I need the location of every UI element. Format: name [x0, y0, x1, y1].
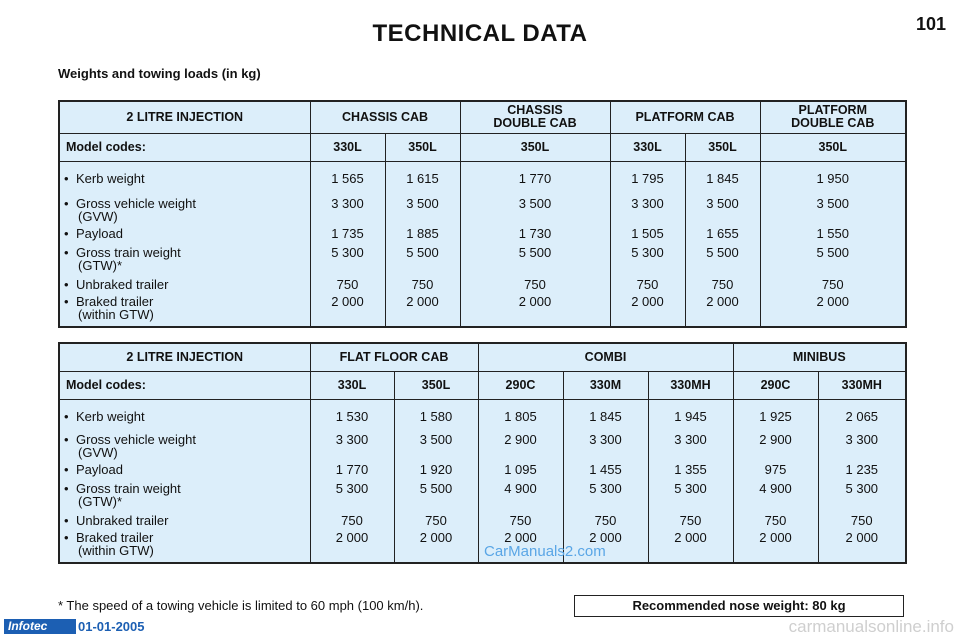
- model-code: 350L: [685, 133, 760, 161]
- model-code: 350L: [760, 133, 906, 161]
- value-cell: 1 950: [760, 161, 906, 197]
- table-row: [59, 295, 906, 327]
- value-cell: 5 500: [685, 246, 760, 278]
- value-cell: 5 300: [563, 482, 648, 514]
- table-row: [59, 399, 906, 433]
- value-cell: 2 065: [818, 399, 906, 433]
- value-cell: 750: [460, 278, 610, 295]
- row-label: • Braked trailer (within GTW): [64, 530, 154, 558]
- value-cell: 1 095: [478, 463, 563, 482]
- row-label: • Payload: [64, 462, 123, 477]
- value-cell: 1 355: [648, 463, 733, 482]
- value-cell: 2 000: [610, 295, 685, 327]
- model-code: 350L: [385, 133, 460, 161]
- value-cell: 2 000: [460, 295, 610, 327]
- value-cell: 2 000: [685, 295, 760, 327]
- value-cell: 3 300: [310, 433, 394, 463]
- model-code: 290C: [733, 371, 818, 399]
- value-cell: 1 795: [610, 161, 685, 197]
- value-cell: 3 500: [685, 197, 760, 227]
- nose-weight-box: Recommended nose weight: 80 kg: [574, 595, 904, 617]
- value-cell: 5 300: [648, 482, 733, 514]
- value-cell: 3 300: [818, 433, 906, 463]
- value-cell: 3 300: [610, 197, 685, 227]
- table-row: [59, 246, 906, 278]
- value-cell: 2 000: [310, 295, 385, 327]
- row-label: • Kerb weight: [64, 170, 145, 186]
- value-cell: 5 500: [385, 246, 460, 278]
- table-row: [59, 482, 906, 514]
- value-cell: 2 000: [733, 531, 818, 563]
- value-cell: 5 300: [310, 482, 394, 514]
- value-cell: 1 770: [460, 161, 610, 197]
- value-cell: 750: [563, 514, 648, 531]
- value-cell: 5 300: [310, 246, 385, 278]
- model-codes-label: Model codes:: [59, 371, 310, 399]
- value-cell: 3 500: [385, 197, 460, 227]
- value-cell: 750: [685, 278, 760, 295]
- value-cell: 1 565: [310, 161, 385, 197]
- value-cell: 750: [760, 278, 906, 295]
- row-label: • Gross train weight (GTW)*: [64, 245, 181, 273]
- value-cell: 975: [733, 463, 818, 482]
- value-cell: 2 000: [818, 531, 906, 563]
- header-combi: COMBI: [478, 343, 733, 371]
- model-code: 350L: [394, 371, 478, 399]
- weights-table-2: [58, 342, 907, 564]
- value-cell: 4 900: [733, 482, 818, 514]
- header-engine: 2 LITRE INJECTION: [59, 101, 310, 133]
- value-cell: 3 500: [760, 197, 906, 227]
- table-row: [59, 531, 906, 563]
- table-row: [59, 227, 906, 246]
- watermark-text: CarManuals2.com: [484, 543, 606, 560]
- value-cell: 1 730: [460, 227, 610, 246]
- value-cell: 750: [394, 514, 478, 531]
- value-cell: 750: [310, 278, 385, 295]
- value-cell: 3 300: [310, 197, 385, 227]
- value-cell: 3 300: [648, 433, 733, 463]
- weights-table-1: [58, 100, 907, 328]
- row-label: • Payload: [64, 226, 123, 241]
- value-cell: 1 530: [310, 399, 394, 433]
- footnote: * The speed of a towing vehicle is limited to 60 mph (100 km/h).: [58, 598, 424, 613]
- value-cell: 1 455: [563, 463, 648, 482]
- row-label: • Kerb weight: [64, 408, 145, 424]
- value-cell: 2 000: [648, 531, 733, 563]
- value-cell: 3 500: [460, 197, 610, 227]
- value-cell: 4 900: [478, 482, 563, 514]
- model-code: 290C: [478, 371, 563, 399]
- table-row: [59, 278, 906, 295]
- value-cell: 1 770: [310, 463, 394, 482]
- value-cell: 750: [385, 278, 460, 295]
- value-cell: 750: [648, 514, 733, 531]
- value-cell: 5 300: [610, 246, 685, 278]
- value-cell: 5 500: [760, 246, 906, 278]
- value-cell: 1 925: [733, 399, 818, 433]
- row-label: • Gross vehicle weight (GVW): [64, 432, 196, 460]
- header-chassis-cab: CHASSIS CAB: [310, 101, 460, 133]
- value-cell: 750: [818, 514, 906, 531]
- value-cell: 750: [310, 514, 394, 531]
- header-platform-cab: PLATFORM CAB: [610, 101, 760, 133]
- value-cell: 5 500: [394, 482, 478, 514]
- header-minibus: MINIBUS: [733, 343, 906, 371]
- value-cell: 3 500: [394, 433, 478, 463]
- infotec-logo: Infotec: [4, 619, 76, 634]
- page-number: 101: [915, 14, 946, 34]
- row-label: • Unbraked trailer: [64, 513, 169, 528]
- row-label: • Unbraked trailer: [64, 277, 169, 292]
- value-cell: 1 615: [385, 161, 460, 197]
- value-cell: 2 000: [385, 295, 460, 327]
- table-row: [59, 161, 906, 197]
- value-cell: 2 000: [478, 531, 563, 563]
- model-code: 330MH: [648, 371, 733, 399]
- table-row: [59, 197, 906, 227]
- value-cell: 2 000: [563, 531, 648, 563]
- value-cell: 5 300: [818, 482, 906, 514]
- table-row: [59, 463, 906, 482]
- value-cell: 2 000: [310, 531, 394, 563]
- header-chassis-double-cab: CHASSIS DOUBLE CAB: [460, 101, 610, 133]
- value-cell: 750: [478, 514, 563, 531]
- table-row: [59, 514, 906, 531]
- publication-date: 01-01-2005: [78, 619, 145, 634]
- section-subtitle: Weights and towing loads (in kg): [58, 66, 261, 81]
- value-cell: 1 655: [685, 227, 760, 246]
- value-cell: 2 000: [760, 295, 906, 327]
- table-row: [59, 433, 906, 463]
- value-cell: 3 300: [563, 433, 648, 463]
- model-code: 330L: [610, 133, 685, 161]
- header-flat-floor-cab: FLAT FLOOR CAB: [310, 343, 478, 371]
- model-code: 350L: [460, 133, 610, 161]
- header-platform-double-cab: PLATFORM DOUBLE CAB: [760, 101, 906, 133]
- value-cell: 1 805: [478, 399, 563, 433]
- row-label: • Gross train weight (GTW)*: [64, 481, 181, 509]
- value-cell: 1 550: [760, 227, 906, 246]
- value-cell: 750: [733, 514, 818, 531]
- value-cell: 1 945: [648, 399, 733, 433]
- page-title: TECHNICAL DATA: [372, 20, 588, 47]
- model-code: 330L: [310, 371, 394, 399]
- model-code: 330L: [310, 133, 385, 161]
- value-cell: 1 845: [563, 399, 648, 433]
- value-cell: 2 900: [478, 433, 563, 463]
- model-code: 330M: [563, 371, 648, 399]
- value-cell: 1 235: [818, 463, 906, 482]
- row-label: • Gross vehicle weight (GVW): [64, 196, 196, 224]
- value-cell: 750: [610, 278, 685, 295]
- model-code: 330MH: [818, 371, 906, 399]
- value-cell: 1 885: [385, 227, 460, 246]
- site-watermark: carmanualsonline.info: [788, 617, 954, 636]
- row-label: • Braked trailer (within GTW): [64, 294, 154, 322]
- header-engine: 2 LITRE INJECTION: [59, 343, 310, 371]
- value-cell: 1 845: [685, 161, 760, 197]
- value-cell: 5 500: [460, 246, 610, 278]
- value-cell: 1 735: [310, 227, 385, 246]
- value-cell: 1 580: [394, 399, 478, 433]
- value-cell: 1 505: [610, 227, 685, 246]
- value-cell: 2 000: [394, 531, 478, 563]
- model-codes-label: Model codes:: [59, 133, 310, 161]
- value-cell: 1 920: [394, 463, 478, 482]
- value-cell: 2 900: [733, 433, 818, 463]
